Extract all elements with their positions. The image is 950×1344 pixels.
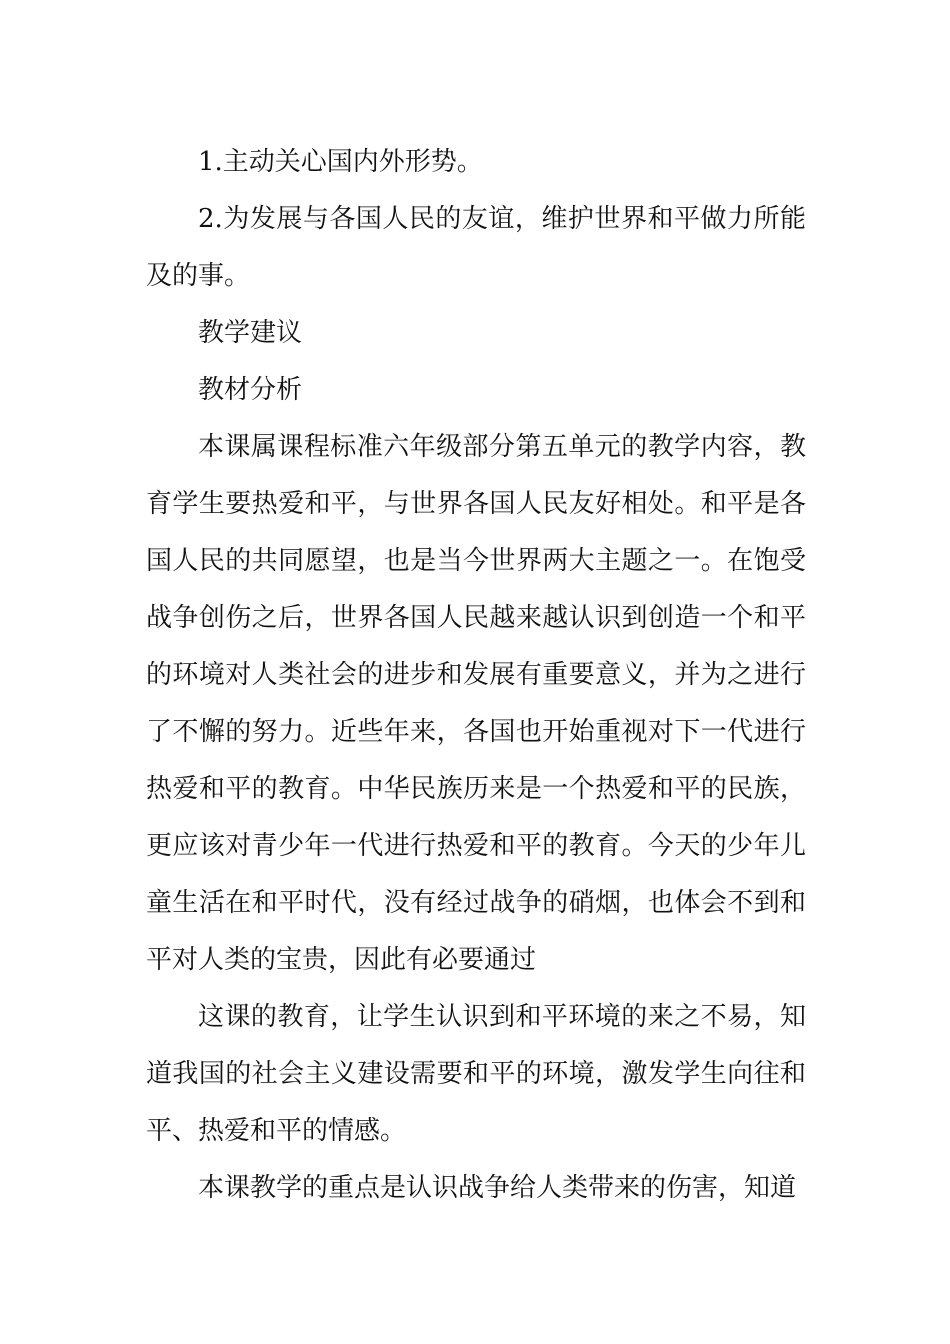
paragraph-item-2: 2.为发展与各国人民的友谊，维护世界和平做力所能及的事。 bbox=[146, 204, 806, 291]
paragraph-teaching-focus: 本课教学的重点是认识战争给人类带来的伤害，知道 bbox=[198, 1173, 797, 1203]
paragraph-education-goal: 这课的教育，让学生认识到和平环境的来之不易，知道我国的社会主义建设需要和平的环境，激发学生向往和平、热爱和平的情感。 bbox=[146, 1002, 806, 1146]
section-heading-teaching-suggestions: 教学建议 bbox=[198, 318, 303, 348]
document-body bbox=[146, 134, 806, 1217]
section-heading-material-analysis: 教材分析 bbox=[198, 375, 303, 405]
paragraph-analysis: 本课属课程标准六年级部分第五单元的教学内容，教育学生要热爱和平，与世界各国人民友好相处。和平是各国人民的共同愿望，也是当今世界两大主题之一。在饱受战争创伤之后，世界各国人民越来越认识到创造一个和平的环境对人类社会的进步和发展有重要意义，并为之进行了不懈的努力。近些年来，各国也开始重视对下一代进行热爱和平的教育。中华民族历来是一个热爱和平的民族，更应该对青少年一代进行热爱和平的教育。今天的少年儿童生活在和平时代，没有经过战争的硝烟，也体会不到和平对人类的宝贵，因此有必要通过 bbox=[146, 432, 806, 975]
paragraph-item-1: 1.主动关心国内外形势。 bbox=[198, 147, 483, 177]
